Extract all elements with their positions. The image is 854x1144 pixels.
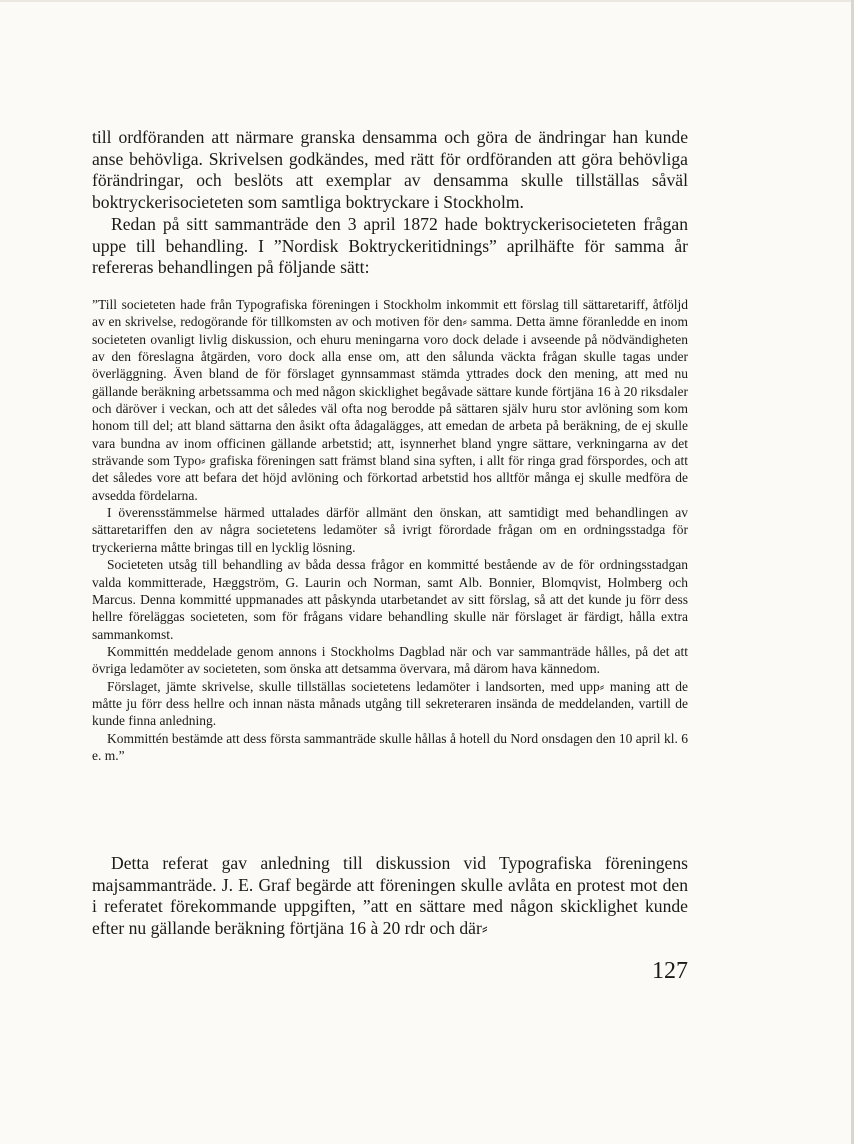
closing-paragraph: Detta referat gav anledning till diskussion vid Typografiska föreningens majsammanträde. J. E. Graf begärde att föreningen skulle avlåta en protest mot den i referatet förekommande uppgiften, ”att en sättare med någon skicklighet kunde efter nu gällande beräkning förtjäna 16 à 20 rdr och där⸗ (92, 853, 688, 939)
quote-paragraph-6: Kommittén bestämde att dess första sammanträde skulle hållas å hotell du Nord onsdagen den 10 april kl. 6 e. m.” (92, 730, 688, 763)
intro-paragraph-1: till ordföranden att närmare granska densamma och göra de ändringar han kunde anse behövliga. Skrivelsen godkändes, med rätt för ordföranden att göra behövliga förändringar, och beslöts att exemplar av densamma skulle tillställas såväl boktryckerisocieteten som samtliga boktryckare i Stockholm. (92, 127, 688, 213)
quote-paragraph-3: Societeten utsåg till behandling av båda dessa frågor en kommitté bestående av de för ordningsstadgan valda kommitterade, Hæggström, G. Laurin och Norman, samt Alb. Bonnier, Blomqvist, Holmberg och Marcus. Denna kommitté uppmanades att påskynda utarbetandet av sitt förslag, så att det kunde ju förr dess hellre föreläggas societeten, som för frågans vidare behandling skulle när förslaget är färdigt, hålla extra sammankomst. (92, 557, 688, 642)
closing-text-block (92, 853, 688, 940)
intro-paragraph-2: Redan på sitt sammanträde den 3 april 1872 hade boktryckerisocieteten frågan uppe till behandling. I ”Nordisk Boktryckeritidnings” aprilhäfte för samma år refereras behandlingen på följande sätt: (92, 213, 688, 278)
quote-paragraph-1: ”Till societeten hade från Typografiska föreningen i Stockholm inkommit ett förslag till sättaretariff, åtföljd av en skrivelse, redogörande för tillkomsten av och motiven för den⸗ samma. Detta ämne föranledde en inom societeten ovanligt livlig diskussion, och ehuru meningarna voro dock delade i avseende på nödvändigheten av den föreslagna åtgärden, voro dock alla ense om, att den sålunda väckta frågan skulle tagas under överläggning. Även bland de för förslaget gynnsammast stämda yttrades dock den mening, att med nu gällande beräkning arbetssamma och med någon skicklighet begåvade sättare kunde förtjäna 16 à 20 riksdaler och däröver i veckan, och att det således väl ofta nog berodde på sättaren själv huru stor avlöning som kom honom till del; att bland sättarna den åsikt ofta ådagalägges, att emedan de arbeta på beräkning, de ej skulle vara bundna av inom officinen gällande arbetstid; att, isynnerhet bland yngre sättare, verkningarna av det strävande som Typo⸗ grafiska föreningen satt främst bland sina syften, i allt för ringa grad förspordes, och att det således vore att befara det höjd avlöning och förkortad arbetstid hos alltför många ej skulle medföra de avsedda fördelarna. (92, 297, 688, 503)
intro-text-block (92, 127, 688, 279)
quoted-report-block (92, 296, 688, 764)
quote-paragraph-5: Förslaget, jämte skrivelse, skulle tillställas societetens ledamöter i landsorten, med upp⸗ maning att de måtte ju förr dess hellre och innan nästa månads utgång till sekreteraren insända de meddelanden, vartill de kunde finna anledning. (92, 678, 688, 729)
page-number: 127 (652, 958, 688, 984)
quote-paragraph-2: I överensstämmelse härmed uttalades därför allmänt den önskan, att samtidigt med behandlingen av sättaretariffen den av några societetens ledamöter så ivrigt förordade frågan om en ordningsstadga för tryckerierna måtte bringas till en lycklig lösning. (92, 505, 688, 555)
page-top-edge (0, 0, 854, 2)
quote-paragraph-4: Kommittén meddelade genom annons i Stockholms Dagblad när och var sammanträde hålles, på det att övriga ledamöter av societeten, som önska att detsamma övervara, må därom hava kännedom. (92, 643, 688, 677)
